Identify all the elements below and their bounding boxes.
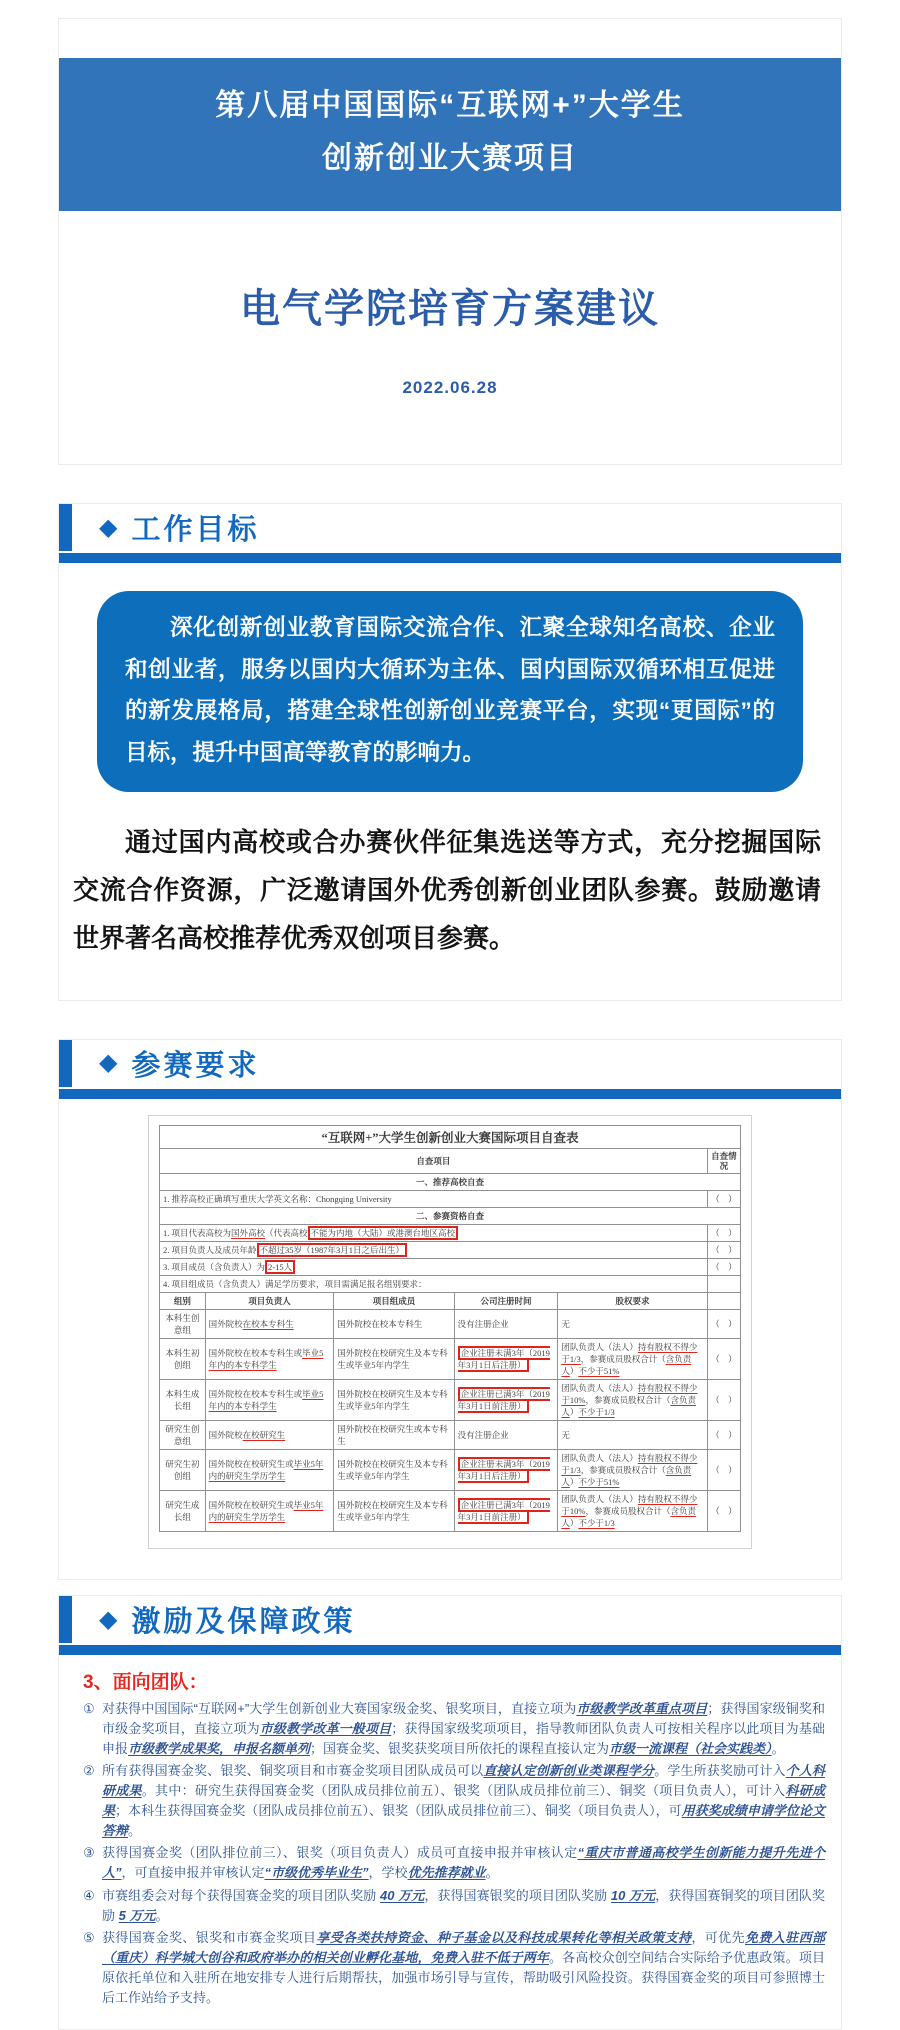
- equity-cell: [558, 1421, 707, 1450]
- table-item-row: [160, 1276, 741, 1293]
- red-underline-annotation: 含负责人: [561, 1354, 692, 1377]
- text-run: 。: [155, 1907, 169, 1923]
- text-run: 国外院校在校本专科生或: [208, 1389, 303, 1400]
- section-rule: [59, 1645, 841, 1655]
- leader-cell: [205, 1421, 334, 1450]
- table-item-row: [160, 1191, 741, 1208]
- table-section-row: [160, 1208, 741, 1225]
- text-run: 没有注册企业: [457, 1430, 509, 1441]
- table-header-row: [160, 1148, 741, 1173]
- text-run: 。各高校众创空间结合实际给予优惠政策。项目原依托单位和入驻所在地安排专人进行后期帮扶，加强市场引导与宣传，帮助吸引风险投资。获得国赛金奖的项目可参照博士后工作站给予支持。: [102, 1950, 825, 2005]
- text-run: 国外院校在校研究生或本专科生: [337, 1424, 448, 1447]
- self-check-table-scan: [148, 1115, 752, 1549]
- group-name: 本科生创意组: [160, 1310, 206, 1339]
- self-check-table-body: [160, 1125, 741, 1531]
- text-run: 国外院校在校研究生及本专科生或毕业5年内学生: [337, 1500, 448, 1523]
- text-run: 国外院校在校研究生或: [208, 1459, 294, 1470]
- red-underline-annotation: 不少于1/3: [578, 1518, 615, 1529]
- emphasis-run: “重庆市普通高校学生创新能力提升先进个人”: [102, 1845, 825, 1881]
- emphasis-run: “市级优秀毕业生”: [264, 1865, 369, 1881]
- circled-number: ③: [83, 1845, 95, 1861]
- table-title-row: [160, 1125, 741, 1148]
- text-run: （代表高校: [265, 1228, 308, 1239]
- policy-section: [58, 1595, 842, 2030]
- group-row: [160, 1310, 741, 1339]
- emphasis-run: 市级一流课程（社会实践类）: [609, 1740, 772, 1756]
- emphasis-run: 市级教学改革一般项目: [259, 1720, 392, 1736]
- text-run: 团队负责人（法人）: [561, 1383, 638, 1394]
- leader-cell: [205, 1380, 334, 1421]
- red-underline-annotation: 持有股权不得少于10%: [561, 1383, 698, 1406]
- group-row: [160, 1380, 741, 1421]
- circled-number: ②: [83, 1763, 95, 1779]
- red-underline-annotation: 不少于51%: [578, 1366, 620, 1377]
- members-cell: [334, 1491, 454, 1532]
- red-underline-annotation: 持有股权不得少于10%: [561, 1494, 698, 1517]
- diamond-icon: ◆: [99, 513, 118, 541]
- text-run: 市赛组委会对每个获得国赛金奖的项目团队奖励: [102, 1887, 381, 1903]
- goal-section-title: 工作目标: [131, 514, 260, 546]
- status-cell: （ ）: [707, 1421, 740, 1450]
- text-run: 国外院校在校本专科生: [337, 1319, 423, 1330]
- members-cell: [334, 1380, 454, 1421]
- cover-banner: [59, 58, 841, 211]
- page-title: 电气学院培育方案建议: [240, 287, 660, 331]
- status-cell: （ ）: [707, 1225, 740, 1242]
- text-run: 无: [561, 1430, 570, 1441]
- self-check-table: [159, 1125, 741, 1532]
- section-rule: [59, 553, 841, 563]
- leader-cell: [205, 1339, 334, 1380]
- leader-cell: [205, 1491, 334, 1532]
- text-run: ，获得国赛铜奖的项目团队奖励: [102, 1887, 825, 1923]
- group-name: 研究生创意组: [160, 1421, 206, 1450]
- equity-cell: [558, 1310, 707, 1339]
- text-run: ）: [569, 1477, 579, 1488]
- group-row: [160, 1450, 741, 1491]
- cover-card: [58, 18, 842, 465]
- emphasis-run: 享受各类扶持资金、种子基金以及科技成果转化等相关政策支持: [316, 1930, 692, 1946]
- goal-section-header: [59, 504, 841, 551]
- banner-line-1: 第八届中国国际“互联网+”大学生: [215, 89, 685, 122]
- emphasis-run: 优先推荐就业: [407, 1865, 486, 1881]
- emphasis-run: 个人科研成果: [102, 1763, 825, 1799]
- red-box-annotation: 2-15人: [265, 1260, 295, 1274]
- status-cell: （ ）: [707, 1259, 740, 1276]
- red-underline-annotation: 在校本专科生: [242, 1319, 294, 1330]
- section-rule: [59, 1089, 841, 1099]
- policy-subheading: 3、面向团队：: [83, 1672, 208, 1694]
- group-row: [160, 1491, 741, 1532]
- text-run: 2. 项目负责人及成员年龄: [163, 1245, 257, 1256]
- status-cell: [707, 1276, 740, 1293]
- text-run: ，获得国赛银奖的项目团队奖励: [424, 1887, 611, 1903]
- leader-cell: [205, 1310, 334, 1339]
- members-cell: [334, 1310, 454, 1339]
- text-run: 无: [561, 1319, 570, 1330]
- goal-paragraph: 通过国内高校或合办赛伙伴征集选送等方式，充分挖掘国际交流合作资源，广泛邀请国外优秀创新创业团队参赛。鼓励邀请世界著名高校推荐优秀双创项目参赛。: [73, 826, 821, 953]
- text-run: ；获得国家级奖项项目，指导教师团队负责人可按相关程序以此项目为基础申报: [102, 1720, 825, 1756]
- text-run: 。其中：研究生获得国赛金奖（团队成员排位前五）、银奖（团队成员排位前三）、铜奖（项目负责人），可计入: [141, 1783, 786, 1799]
- company-cell: [454, 1421, 558, 1450]
- text-run: 获得国赛金奖（团队排位前三）、银奖（项目负责人）成员可直接申报并审核认定: [102, 1845, 578, 1861]
- red-underline-annotation: 毕业5年内的本专科学生: [208, 1348, 324, 1371]
- status-cell: （ ）: [707, 1491, 740, 1532]
- text-run: 。学生所获奖励可计入: [654, 1763, 786, 1779]
- text-run: 国外院校: [208, 1430, 243, 1441]
- emphasis-run: 免费入驻西部（重庆）科学城大创谷和政府举办的相关创业孵化基地，免费入驻不低于两年: [102, 1930, 825, 1966]
- text-run: ，参赛成员股权合计（: [580, 1465, 666, 1476]
- text-run: ，参赛成员股权合计（: [585, 1395, 671, 1406]
- status-cell: （ ）: [707, 1450, 740, 1491]
- text-run: 团队负责人（法人）: [561, 1342, 638, 1353]
- red-underline-annotation: 毕业5年内的研究生学历学生: [208, 1500, 324, 1523]
- emphasis-run: 10 万元: [610, 1887, 656, 1903]
- circled-number: ④: [83, 1887, 95, 1903]
- inner-column-header: 股权要求: [558, 1293, 707, 1310]
- members-cell: [334, 1339, 454, 1380]
- table-item-row: [160, 1225, 741, 1242]
- red-box-annotation: 不能为内地（大陆）或港澳台地区高校: [308, 1226, 459, 1240]
- requirements-section-header: [59, 1040, 841, 1087]
- diamond-icon: ◆: [99, 1049, 118, 1077]
- circled-number: ①: [83, 1701, 95, 1717]
- emphasis-run: 市级教学成果奖，申报名额单列: [128, 1740, 311, 1756]
- policy-item: [83, 1699, 825, 1758]
- red-underline-annotation: 不少于1/3: [578, 1407, 615, 1418]
- members-cell: [334, 1450, 454, 1491]
- text-run: ，参赛成员股权合计（: [580, 1354, 666, 1365]
- check-item: [160, 1225, 708, 1242]
- table-item-row: [160, 1259, 741, 1276]
- members-cell: [334, 1421, 454, 1450]
- red-underline-annotation: 持有股权不得少于1/3: [561, 1342, 698, 1365]
- policy-item: [83, 1928, 825, 2007]
- text-run: ，可优先: [691, 1930, 745, 1946]
- check-item: [160, 1259, 708, 1276]
- text-run: 1. 推荐高校正确填写重庆大学英文名称：Chongqing University: [163, 1194, 392, 1205]
- equity-cell: [558, 1380, 707, 1421]
- status-cell: （ ）: [707, 1191, 740, 1208]
- check-item: [160, 1242, 708, 1259]
- text-run: ）: [569, 1518, 579, 1529]
- red-underline-annotation: 毕业5年内的研究生学历学生: [208, 1459, 324, 1482]
- equity-cell: [558, 1339, 707, 1380]
- red-box-annotation: 企业注册未满3年（2019年3月1日后注册）: [457, 1348, 550, 1371]
- section-label: 二、参赛资格自查: [160, 1208, 741, 1225]
- equity-cell: [558, 1450, 707, 1491]
- emphasis-run: 5 万元: [118, 1907, 156, 1923]
- banner-line-2: 创新创业大赛项目: [322, 141, 578, 175]
- text-run: 3. 项目成员（含负责人）为: [163, 1262, 266, 1273]
- emphasis-run: 40 万元: [380, 1887, 425, 1903]
- text-run: 4. 项目组成员（含负责人）满足学历要求，项目需满足报名组别要求：: [163, 1279, 427, 1290]
- status-cell: [707, 1293, 740, 1310]
- emphasis-run: 用获奖成绩申请学位论文答辩: [102, 1802, 825, 1838]
- text-run: ）: [569, 1407, 579, 1418]
- column-header-status: 自查情况: [707, 1148, 740, 1173]
- text-run: 团队负责人（法人）: [561, 1453, 638, 1464]
- inner-column-header: 公司注册时间: [454, 1293, 558, 1310]
- text-run: 没有注册企业: [457, 1319, 509, 1330]
- policy-list: [83, 1699, 825, 2007]
- text-run: 。: [485, 1865, 499, 1881]
- goal-section: [58, 503, 842, 1001]
- table-item-row: [160, 1242, 741, 1259]
- status-cell: （ ）: [707, 1242, 740, 1259]
- company-cell: [454, 1450, 558, 1491]
- text-run: ；国赛金奖、银奖获奖项目所依托的课程直接认定为: [310, 1740, 610, 1756]
- group-name: 本科生初创组: [160, 1339, 206, 1380]
- text-run: 国外院校在校本专科生或: [208, 1348, 303, 1359]
- text-run: 所有获得国赛金奖、银奖、铜奖项目和市赛金奖项目团队成员可以: [102, 1763, 484, 1779]
- policy-section-title: 激励及保障政策: [131, 1606, 356, 1639]
- text-run: 获得国赛金奖、银奖和市赛金奖项目: [102, 1930, 317, 1946]
- text-run: 团队负责人（法人）: [561, 1494, 638, 1505]
- inner-table-header-row: [160, 1293, 741, 1310]
- status-cell: （ ）: [707, 1380, 740, 1421]
- group-row: [160, 1339, 741, 1380]
- policy-item: [83, 1886, 825, 1926]
- text-run: 国外院校在校研究生或: [208, 1500, 294, 1511]
- company-cell: [454, 1380, 558, 1421]
- policy-item: [83, 1843, 825, 1883]
- text-run: 国外院校在校研究生及本专科生或毕业5年内学生: [337, 1348, 448, 1371]
- cover-date: 2022.06.28: [402, 378, 498, 397]
- company-cell: [454, 1310, 558, 1339]
- red-underline-annotation: 毕业5年内的本专科学生: [208, 1389, 324, 1412]
- red-box-annotation: 企业注册已满3年（2019年3月1日前注册）: [457, 1500, 550, 1523]
- emphasis-run: 直接认定创新创业类课程学分: [483, 1763, 655, 1779]
- red-underline-annotation: 在校研究生: [242, 1430, 286, 1441]
- text-run: ；本科生获得国赛金奖（团队成员排位前五）、银奖（团队成员排位前三）、铜奖（项目负责人），可: [115, 1802, 682, 1818]
- inner-column-header: 组别: [160, 1293, 206, 1310]
- section-label: 一、推荐高校自查: [160, 1174, 741, 1191]
- check-item: [160, 1191, 708, 1208]
- status-cell: （ ）: [707, 1310, 740, 1339]
- check-item: [160, 1276, 708, 1293]
- document-page: [0, 18, 900, 2005]
- equity-cell: [558, 1491, 707, 1532]
- text-run: 。: [128, 1822, 142, 1838]
- text-run: 国外院校在校研究生及本专科生或毕业5年内学生: [337, 1459, 448, 1482]
- company-cell: [454, 1491, 558, 1532]
- text-run: 国外院校: [208, 1319, 243, 1330]
- status-cell: （ ）: [707, 1339, 740, 1380]
- text-run: 。: [771, 1740, 785, 1756]
- table-section-row: [160, 1174, 741, 1191]
- group-name: 研究生初创组: [160, 1450, 206, 1491]
- red-box-annotation: 企业注册已满3年（2019年3月1日前注册）: [457, 1389, 550, 1412]
- red-underline-annotation: 含负责人: [561, 1395, 696, 1418]
- goal-highlight-box: 深化创新创业教育国际交流合作、汇聚全球知名高校、企业和创业者，服务以国内大循环为主体、国内国际双循环相互促进的新发展格局，搭建全球性创新创业竞赛平台，实现“更国际”的目标，提升中国高等教育的影响力。: [97, 591, 803, 792]
- inner-column-header: 项目负责人: [205, 1293, 334, 1310]
- text-run: 1. 项目代表高校为: [163, 1228, 232, 1239]
- text-run: ）: [569, 1366, 579, 1377]
- requirements-section-title: 参赛要求: [131, 1049, 260, 1082]
- red-underline-annotation: 含负责人: [561, 1506, 696, 1529]
- red-box-annotation: 企业注册未满3年（2019年3月1日后注册）: [457, 1459, 550, 1482]
- inner-column-header: 项目组成员: [334, 1293, 454, 1310]
- table-title: “互联网+”大学生创新创业大赛国际项目自查表: [160, 1125, 741, 1148]
- emphasis-run: 科研成果: [102, 1783, 825, 1818]
- policy-section-header: [59, 1596, 841, 1643]
- red-box-annotation: 不超过35岁（1987年3月1日之后出生）: [257, 1243, 408, 1257]
- text-run: ，参赛成员股权合计（: [585, 1506, 671, 1517]
- red-underline-annotation: 不少于51%: [578, 1477, 620, 1488]
- red-underline-annotation: 国外高校: [231, 1228, 266, 1239]
- requirements-section: [58, 1039, 842, 1580]
- red-underline-annotation: 持有股权不得少于1/3: [561, 1453, 698, 1476]
- text-run: 对获得中国国际“互联网+”大学生创新创业大赛国家级金奖、银奖项目，直接立项为: [102, 1701, 577, 1717]
- group-name: 本科生成长组: [160, 1380, 206, 1421]
- red-underline-annotation: 含负责人: [561, 1465, 692, 1488]
- text-run: ；获得国家级铜奖和市级金奖项目，直接立项为: [102, 1701, 825, 1736]
- group-name: 研究生成长组: [160, 1491, 206, 1532]
- text-run: ，学校: [368, 1865, 408, 1881]
- text-run: 国外院校在校研究生及本专科生或毕业5年内学生: [337, 1389, 448, 1412]
- group-row: [160, 1421, 741, 1450]
- text-run: ，可直接申报并审核认定: [121, 1865, 265, 1881]
- diamond-icon: ◆: [99, 1605, 118, 1633]
- circled-number: ⑤: [83, 1930, 95, 1946]
- emphasis-run: 市级教学改革重点项目: [576, 1701, 708, 1717]
- leader-cell: [205, 1450, 334, 1491]
- company-cell: [454, 1339, 558, 1380]
- column-header-items: 自查项目: [160, 1148, 708, 1173]
- policy-item: [83, 1761, 825, 1840]
